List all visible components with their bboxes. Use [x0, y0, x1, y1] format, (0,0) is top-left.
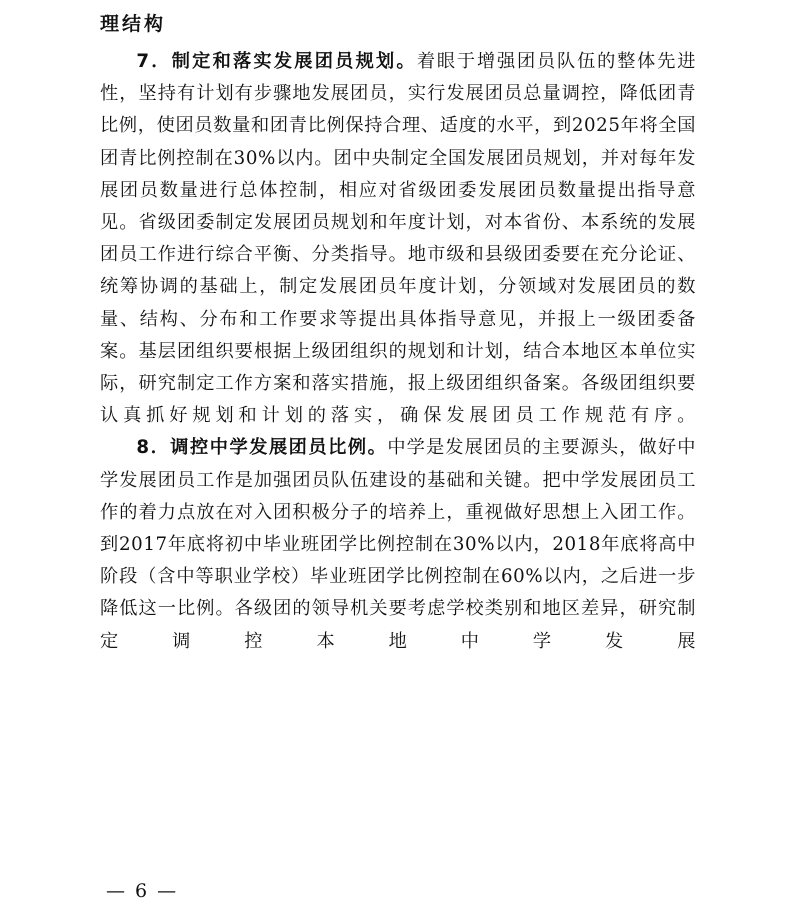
paragraph-7-text: 着眼于增强团员队伍的整体先进性，坚持有计划有步骤地发展团员，实行发展团员总量调控，降低团青比例，使团员数量和团青比例保持合理、适度的水平，到2025年将全国团青比例控制在30%以内。团中央制定全国发展团员规划，并对每年发展团员数量进行总体控制，相应对省级团委发展团员数量提出指导意见。省级团委制定发展团员规划和年度计划，对本省份、本系统的发展团员工作进行综合平衡、分类指导。地市级和县级团委要在充分论证、统筹协调的基础上，制定发展团员年度计划，分领域对发展团员的数量、结构、分布和工作要求等提出具体指导意见，并报上一级团委备案。基层团组织要根据上级团组织的规划和计划，结合本地区本单位实际，研究制定工作方案和落实措施，报上级团组织备案。各级团组织要认真抓好规划和计划的落实，确保发展团员工作规范有序。 [100, 51, 697, 427]
paragraph-7 [100, 46, 696, 432]
body-text [100, 46, 696, 658]
paragraph-8-lead: 8．调控中学发展团员比例。 [136, 437, 388, 459]
heading-continuation: 理结构 [100, 13, 167, 35]
page-number: — 6 — [106, 880, 179, 902]
paragraph-7-lead: 7．制定和落实发展团员规划。 [136, 51, 417, 72]
paragraph-8 [100, 432, 696, 657]
paragraph-8-text: 中学是发展团员的主要源头，做好中学发展团员工作是加强团员队伍建设的基础和关键。把中学发展团员工作的着力点放在对入团积极分子的培养上，重视做好思想上入团工作。到2017年底将初中毕业班团学比例控制在30%以内，2018年底将高中阶段（含中等职业学校）毕业班团学比例控制在60%以内，之后进一步降低这一比例。各级团的领导机关要考虑学校类别和地区差异，研究制定调控本地中学发展 [100, 437, 696, 652]
